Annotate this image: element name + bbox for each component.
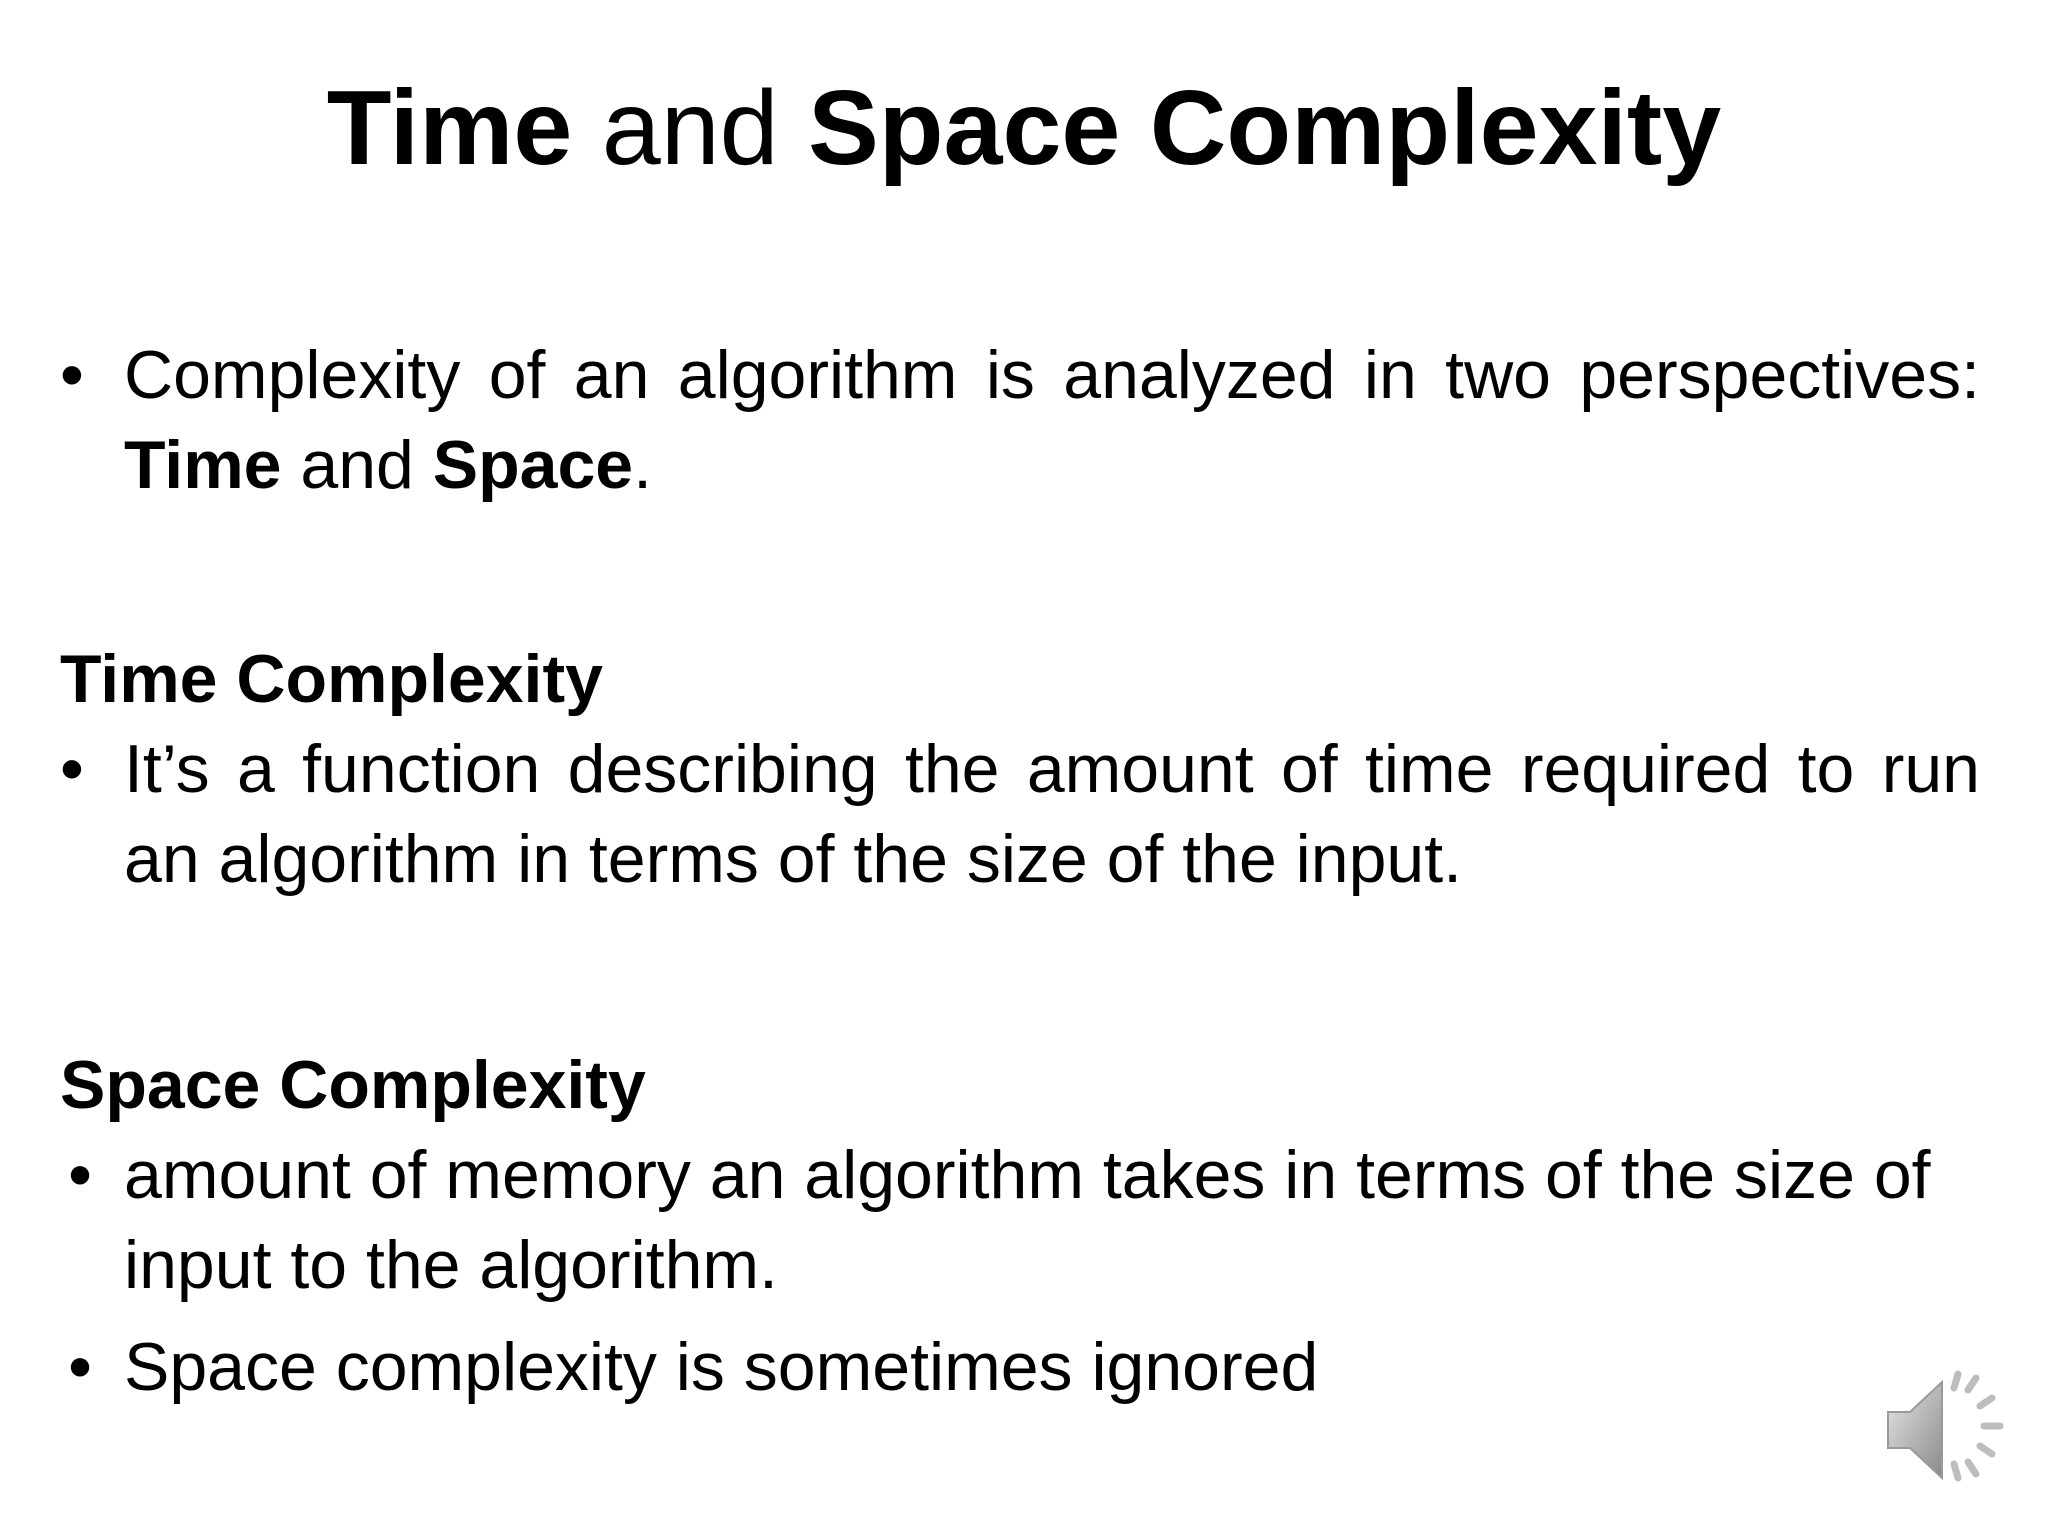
time-bullet-text: It’s a function describing the amount of time required to run an algorithm in terms of the size of the input. bbox=[124, 731, 1980, 897]
space-complexity-heading: Space Complexity bbox=[60, 1047, 646, 1123]
time-bullet-row bbox=[60, 724, 1980, 904]
speaker-icon[interactable] bbox=[1880, 1360, 2020, 1500]
bullet-dot: • bbox=[60, 337, 84, 413]
intro-period: . bbox=[633, 427, 652, 503]
time-section bbox=[60, 634, 1980, 904]
intro-time-bold: Time bbox=[124, 427, 282, 503]
intro-bullet-row bbox=[60, 330, 1980, 510]
slide-title bbox=[0, 58, 2048, 198]
speaker-icon-graphic bbox=[1880, 1360, 2020, 1500]
bullet-dot: • bbox=[68, 1137, 92, 1213]
time-complexity-heading: Time Complexity bbox=[60, 641, 603, 717]
title-part-space-complexity: Space Complexity bbox=[808, 69, 1722, 187]
intro-block bbox=[60, 330, 1980, 510]
title-part-time: Time bbox=[326, 69, 573, 187]
space-bullet-text-1: amount of memory an algorithm takes in terms of the size of input to the algorithm. bbox=[124, 1137, 1931, 1303]
intro-space-bold: Space bbox=[432, 427, 634, 503]
bullet-dot: • bbox=[68, 1329, 92, 1405]
space-section bbox=[60, 1040, 1980, 1412]
space-bullet-row-1 bbox=[60, 1130, 1980, 1310]
space-bullet-row-2 bbox=[60, 1322, 1980, 1412]
intro-and: and bbox=[281, 427, 433, 503]
intro-text: Complexity of an algorithm is analyzed in two perspectives: bbox=[124, 337, 1980, 413]
bullet-dot: • bbox=[60, 731, 84, 807]
title-part-and: and bbox=[572, 69, 809, 187]
space-bullet-text-2: Space complexity is sometimes ignored bbox=[124, 1329, 1319, 1405]
